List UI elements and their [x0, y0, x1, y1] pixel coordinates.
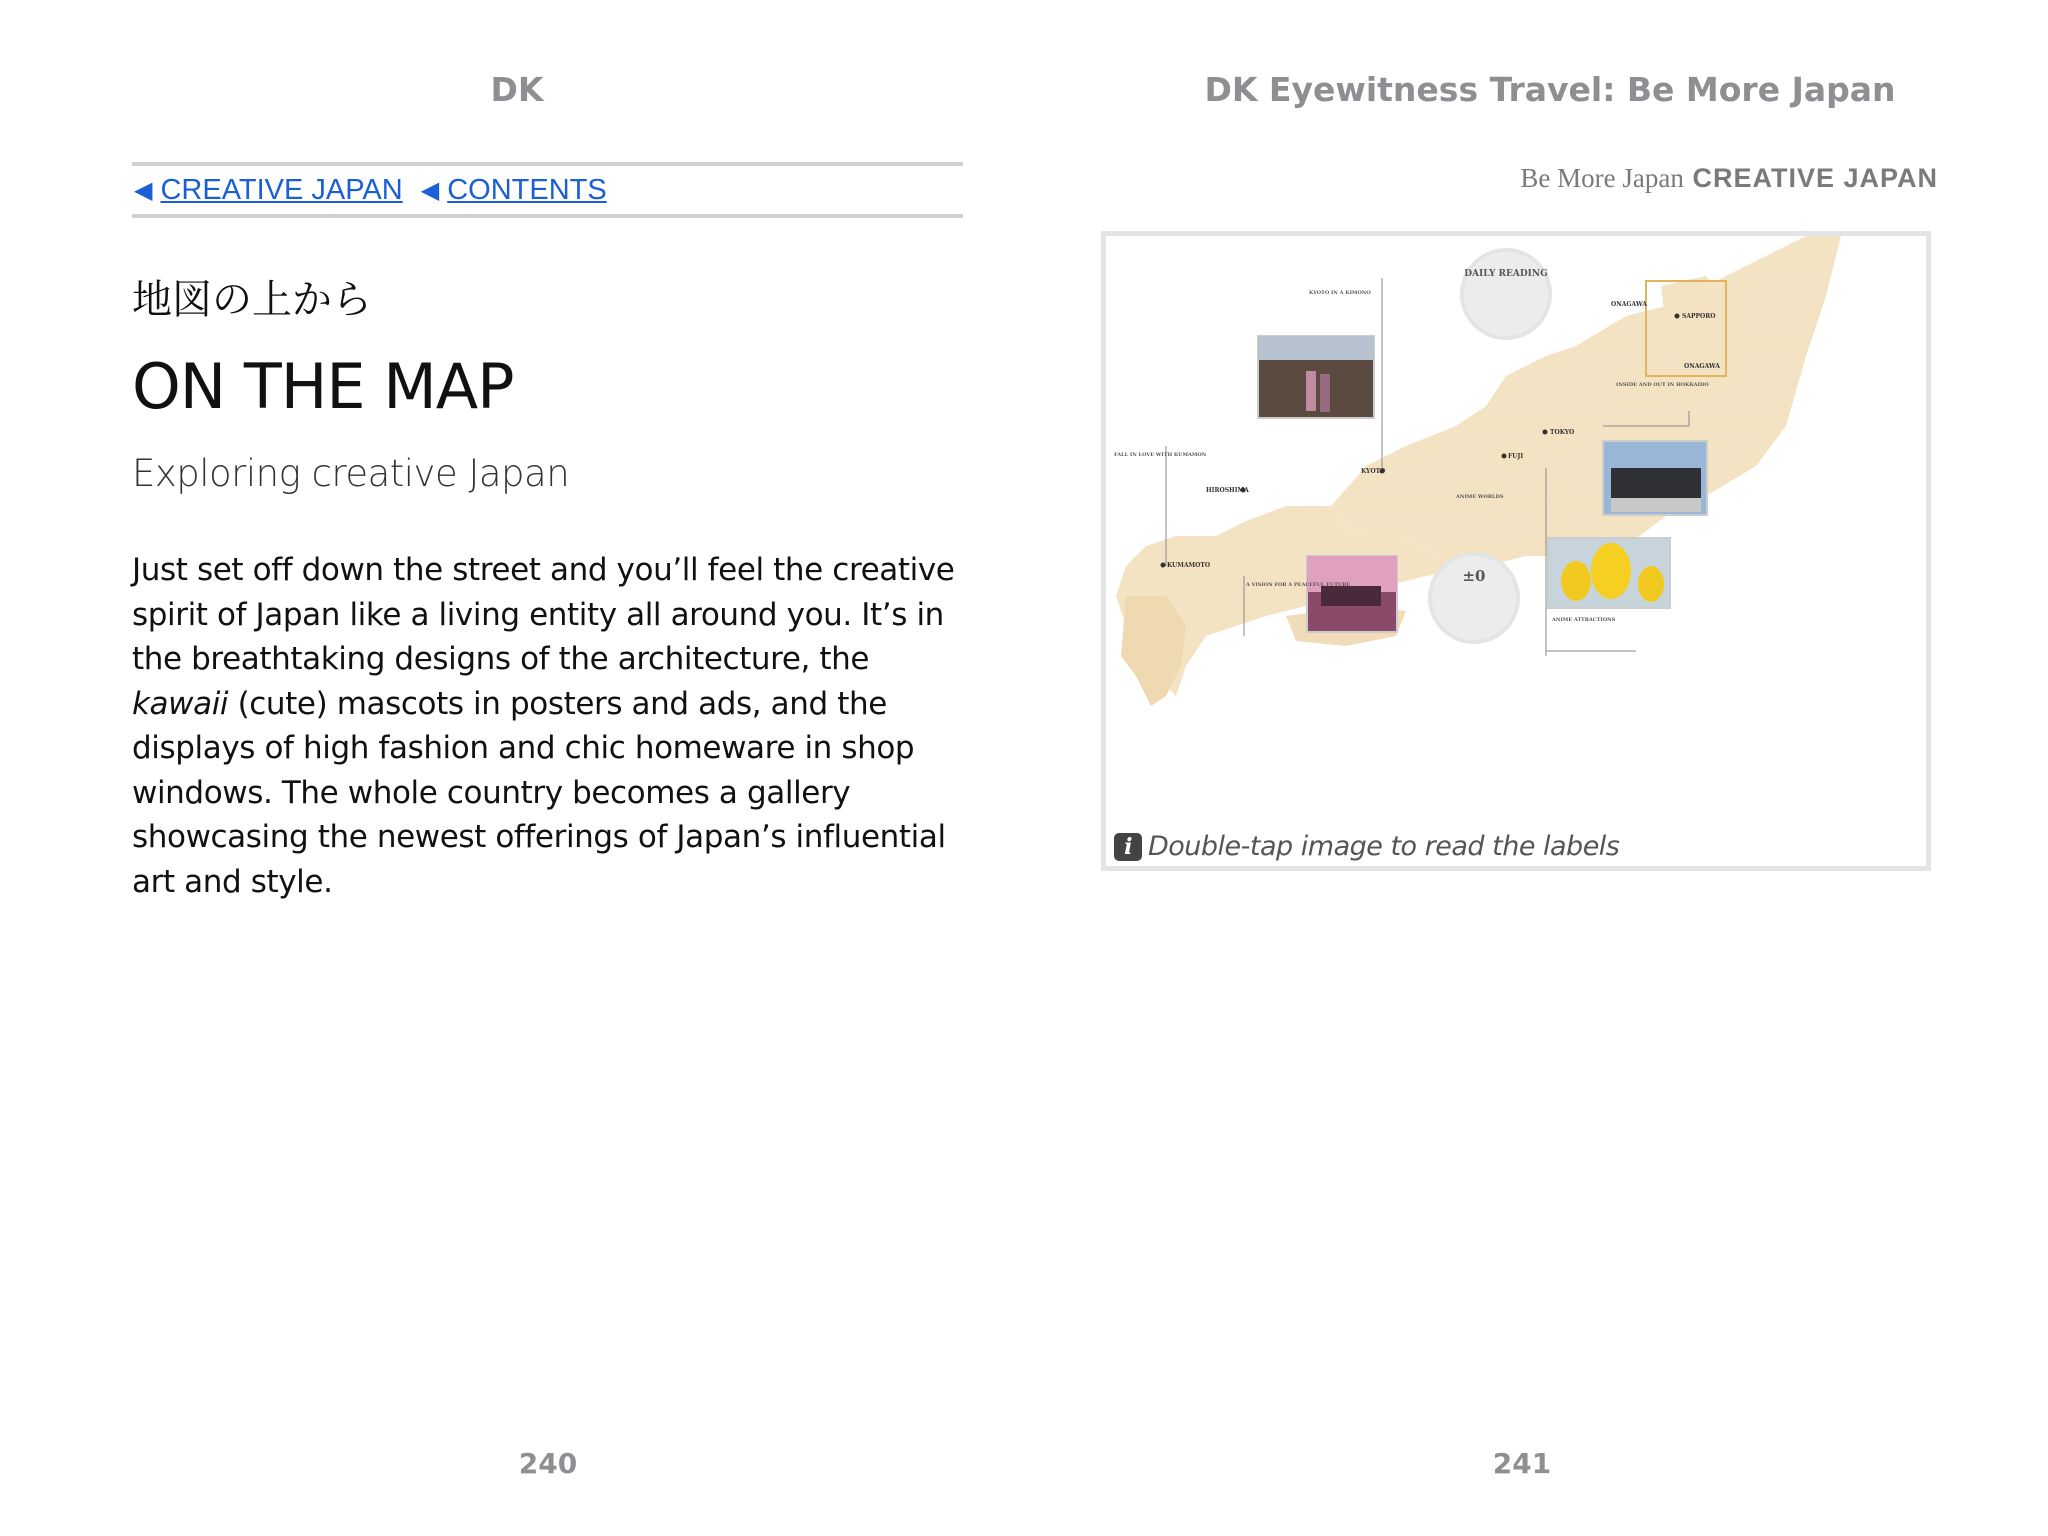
daily-reading-title: DAILY READING [1464, 269, 1548, 279]
daily-reading-circle [1462, 250, 1550, 338]
contents-link[interactable]: CONTENTS [447, 173, 607, 206]
chapter-title: ON THE MAP [132, 350, 514, 423]
city-fuji: FUJI [1508, 453, 1524, 460]
book-title-header: DK Eyewitness Travel: Be More Japan [1204, 70, 1896, 109]
label-kumamon: FALL IN LOVE WITH KUMAMON [1114, 452, 1207, 458]
plusminus-title: ±0 [1462, 567, 1486, 585]
running-head-section: CREATIVE JAPAN [1692, 163, 1938, 193]
label-anime-attractions: ANIME ATTRACTIONS [1552, 617, 1616, 623]
breadcrumb [132, 162, 963, 218]
running-head-book: Be More Japan [1520, 163, 1684, 193]
label-kyoto-kimono: KYOTO IN A KIMONO [1309, 290, 1371, 296]
japanese-title: 地図の上から [132, 277, 372, 323]
city-onagawa: ONAGAWA [1611, 301, 1647, 308]
page-number-right: 241 [1492, 1447, 1552, 1480]
map-caption [1114, 831, 1619, 862]
city-tokyo: TOKYO [1550, 429, 1575, 436]
city-onagawa-2: ONAGAWA [1684, 363, 1720, 370]
kawaii-italic: kawaii [132, 685, 229, 722]
kyoto-kimono-photo [1258, 336, 1374, 418]
city-sapporo: SAPPORO [1682, 313, 1716, 320]
peaceful-future-photo [1307, 556, 1397, 632]
map-figure[interactable] [1101, 231, 1931, 871]
book-author-header: DK [490, 70, 544, 109]
label-hokkaido: INSIDE AND OUT IN HOKKAIDO [1616, 382, 1709, 388]
body-paragraph [132, 548, 972, 904]
back-triangle-icon: ◀ [420, 176, 440, 204]
label-anime-worlds: ANIME WORLDS [1456, 494, 1504, 500]
chapter-subtitle: Exploring creative Japan [132, 452, 570, 495]
body-text-part-2: (cute) mascots in posters and ads, and the displays of high fashion and chic homeware in shop windows. The whole country becomes a gallery showcasing the newest offerings of Japan’s influential art and style. [132, 685, 946, 900]
caption-text: Double-tap image to read the labels [1148, 831, 1620, 862]
label-peaceful-future: A VISION FOR A PEACEFUL FUTURE [1246, 582, 1351, 588]
body-text-part-1: Just set off down the street and you’ll feel the creative spirit of Japan like a living entity all around you. It’s in the breathtaking designs of the architecture, the [132, 552, 955, 677]
page-number-left: 240 [518, 1447, 578, 1480]
city-kyoto: KYOTO [1361, 468, 1386, 475]
back-triangle-icon: ◀ [134, 176, 153, 204]
pikachu-photo [1548, 538, 1670, 608]
japan-map-illustration[interactable] [1106, 236, 1926, 816]
hokkaido-museum-photo [1603, 441, 1707, 515]
city-hiroshima: HIROSHIMA [1206, 487, 1249, 494]
creative-japan-link[interactable]: CREATIVE JAPAN [160, 173, 403, 206]
running-head [1520, 163, 1938, 194]
city-kumamoto: KUMAMOTO [1167, 562, 1211, 569]
info-icon: i [1114, 833, 1142, 861]
